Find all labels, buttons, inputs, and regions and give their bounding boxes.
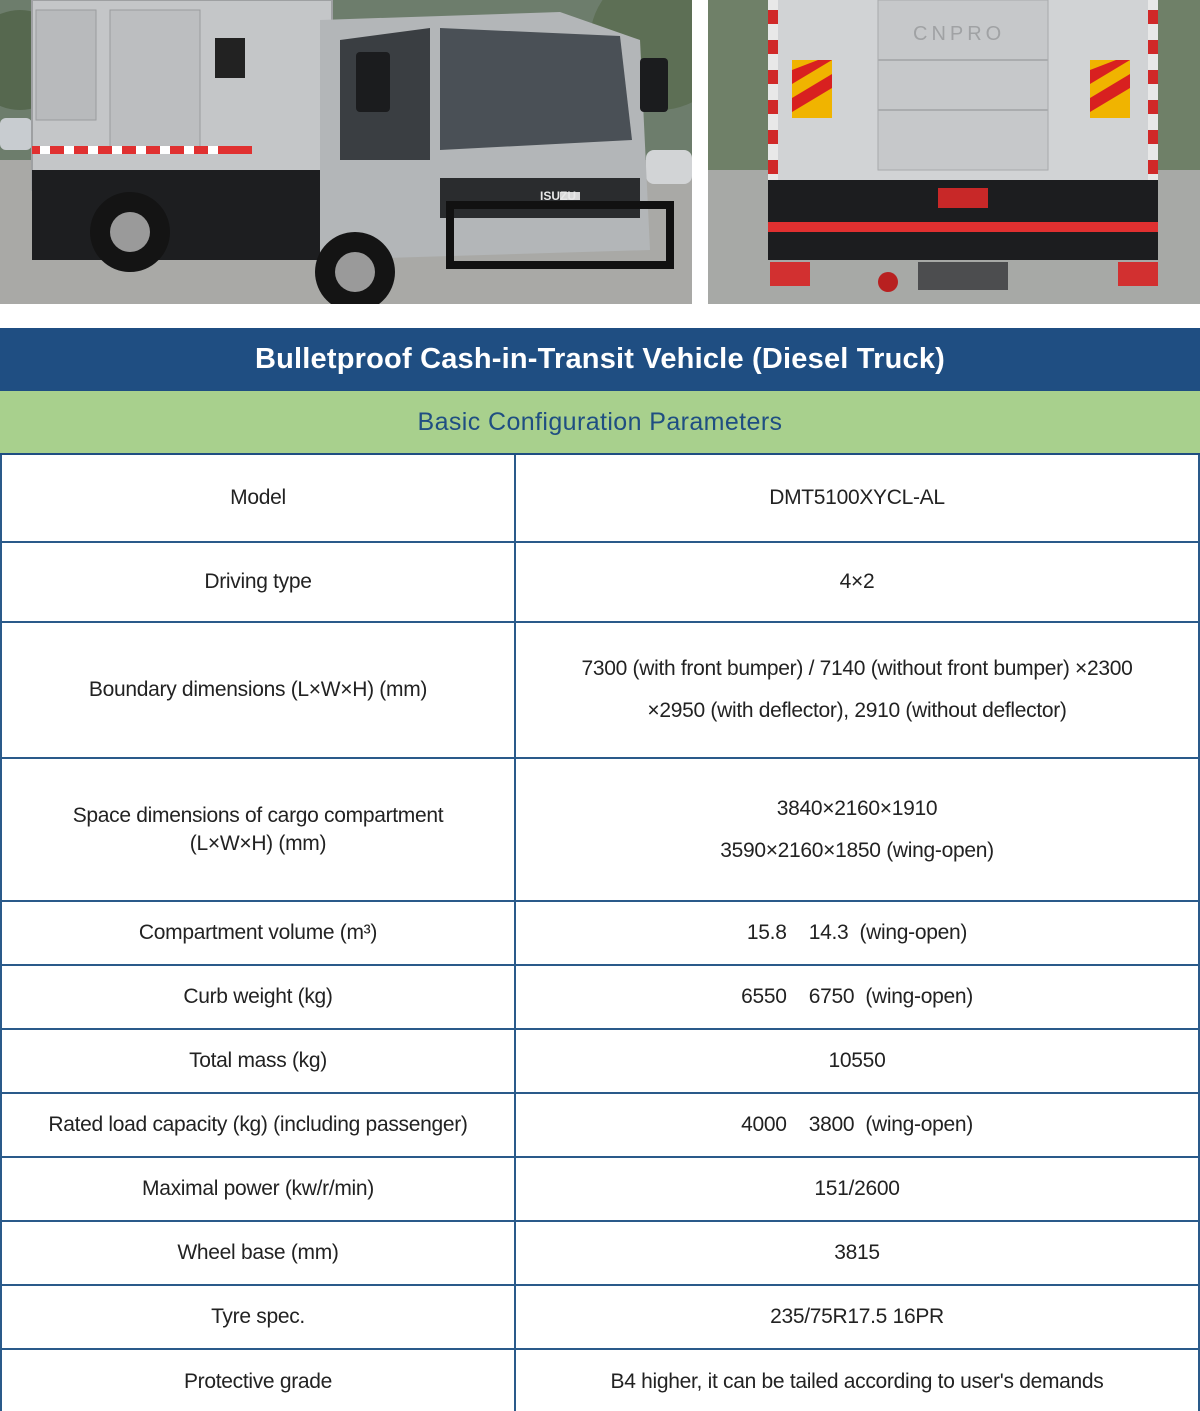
- param-value: 3840×2160×1910: [776, 796, 938, 820]
- value-cell: [516, 759, 1198, 900]
- param-label: Total mass (kg): [189, 1049, 327, 1072]
- param-cell: [2, 455, 516, 541]
- param-cell: [2, 1094, 516, 1156]
- value-cell: [516, 1350, 1198, 1411]
- value-cell: [516, 1094, 1198, 1156]
- param-label: Boundary dimensions (L×W×H) (mm): [88, 678, 428, 701]
- param-value: 4×2: [839, 570, 875, 593]
- param-label: Space dimensions of cargo compartment: [72, 803, 444, 827]
- param-value: DMT5100XYCL-AL: [769, 486, 945, 509]
- param-value: 3815: [834, 1241, 880, 1264]
- spec-row-tyre-spec: [0, 1286, 1200, 1350]
- spec-row-model: [0, 455, 1200, 543]
- value-cell: [516, 623, 1198, 757]
- truck-front-illustration: [0, 0, 692, 304]
- page-title: Bulletproof Cash-in-Transit Vehicle (Diesel Truck): [0, 328, 1200, 391]
- param-cell: [2, 1286, 516, 1348]
- section-subtitle: Basic Configuration Parameters: [0, 391, 1200, 455]
- param-label: Protective grade: [183, 1370, 333, 1393]
- param-label: Wheel base (mm): [177, 1241, 339, 1264]
- value-cell: [516, 902, 1198, 964]
- param-value: B4 higher, it can be tailed according to user's demands: [610, 1370, 1104, 1393]
- param-cell: [2, 759, 516, 900]
- param-label: Model: [230, 486, 286, 509]
- spec-row-curb-weight: [0, 966, 1200, 1030]
- param-value: 4000 3800 (wing-open): [741, 1113, 973, 1136]
- spec-row-cargo-space: [0, 759, 1200, 902]
- param-cell: [2, 1222, 516, 1284]
- value-cell: [516, 1286, 1198, 1348]
- param-value: 10550: [828, 1049, 886, 1072]
- param-cell: [2, 543, 516, 621]
- param-label: (L×W×H) (mm): [189, 831, 327, 855]
- value-cell: [516, 1158, 1198, 1220]
- isuzu-badge: ISUZU: [540, 189, 576, 203]
- param-label: Maximal power (kw/r/min): [142, 1177, 374, 1200]
- param-value: 151/2600: [814, 1177, 900, 1200]
- param-cell: [2, 623, 516, 757]
- spec-row-rated-load: [0, 1094, 1200, 1158]
- param-cell: [2, 1350, 516, 1411]
- param-label: Driving type: [204, 570, 312, 593]
- cnpro-embossed-logo: CNPRO: [913, 23, 1006, 45]
- param-value: 7300 (with front bumper) / 7140 (without front bumper) ×2300: [581, 657, 1133, 680]
- param-cell: [2, 902, 516, 964]
- param-label: Rated load capacity (kg) (including passenger): [48, 1113, 468, 1136]
- truck-front-photo: [0, 0, 692, 304]
- truck-rear-photo: [708, 0, 1200, 304]
- param-label: Curb weight (kg): [183, 985, 333, 1008]
- spec-row-wheel-base: [0, 1222, 1200, 1286]
- spec-row-boundary-dimensions: [0, 623, 1200, 759]
- value-cell: [516, 966, 1198, 1028]
- param-value: 3590×2160×1850 (wing-open): [720, 838, 994, 862]
- param-label: Compartment volume (m³): [138, 921, 378, 944]
- spec-row-driving-type: [0, 543, 1200, 623]
- value-cell: [516, 1222, 1198, 1284]
- spec-row-total-mass: [0, 1030, 1200, 1094]
- param-value: ×2950 (with deflector), 2910 (without deflector): [647, 699, 1067, 722]
- param-value: 15.8 14.3 (wing-open): [746, 921, 968, 944]
- value-cell: [516, 455, 1198, 541]
- param-label: Tyre spec.: [211, 1305, 305, 1328]
- spec-row-protective-grade: [0, 1350, 1200, 1411]
- param-cell: [2, 966, 516, 1028]
- spec-row-max-power: [0, 1158, 1200, 1222]
- truck-rear-illustration: [708, 0, 1200, 304]
- value-cell: [516, 1030, 1198, 1092]
- param-value: 235/75R17.5 16PR: [770, 1305, 944, 1328]
- value-cell: [516, 543, 1198, 621]
- spec-table: [0, 455, 1200, 1411]
- spec-row-compartment-volume: [0, 902, 1200, 966]
- param-value: 6550 6750 (wing-open): [741, 985, 973, 1008]
- param-cell: [2, 1158, 516, 1220]
- param-cell: [2, 1030, 516, 1092]
